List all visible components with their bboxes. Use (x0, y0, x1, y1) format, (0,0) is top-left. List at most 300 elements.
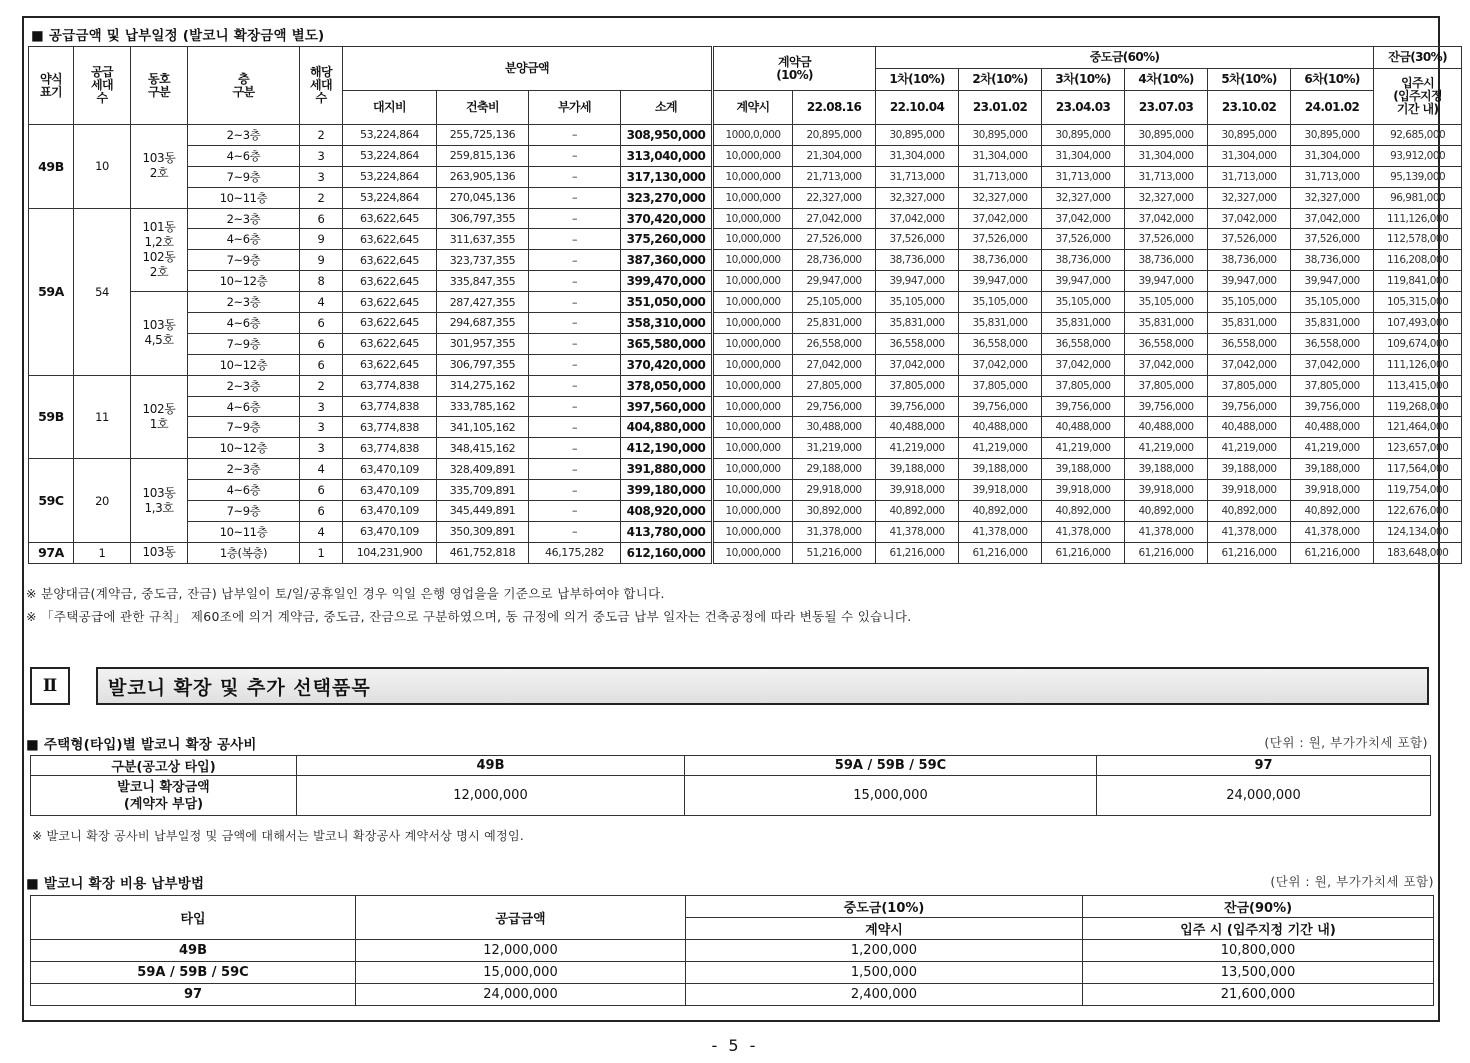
table-row (29, 187, 1462, 208)
building-cell: 314,275,162 (437, 375, 529, 396)
header-land: 대지비 (343, 91, 437, 125)
m1-cell: 31,713,000 (876, 166, 959, 187)
note-1: ※ 분양대금(계약금, 중도금, 잔금) 납부일이 토/일/공휴일인 경우 익일 은행 영업을을 기준으로 납부하여야 합니다. (26, 586, 665, 601)
building-cell: 328,409,891 (437, 459, 529, 480)
balcony-cost-type-49b: 49B (297, 756, 685, 776)
header-d3: 23.04.03 (1042, 91, 1125, 125)
pay-header-type: 타입 (31, 896, 356, 940)
m3-cell: 35,831,000 (1042, 313, 1125, 334)
vat-cell: – (529, 145, 621, 166)
m1-cell: 37,805,000 (876, 375, 959, 396)
table-row (29, 375, 1462, 396)
type-cell: 97A (29, 542, 74, 563)
m3-cell: 61,216,000 (1042, 542, 1125, 563)
table-row (29, 250, 1462, 271)
dong-cell: 102동 1호 (131, 375, 188, 459)
table-row (29, 396, 1462, 417)
vat-cell: – (529, 187, 621, 208)
contract-date-cell: 29,918,000 (793, 480, 876, 501)
m3-cell: 40,488,000 (1042, 417, 1125, 438)
building-cell: 294,687,355 (437, 313, 529, 334)
m3-cell: 39,188,000 (1042, 459, 1125, 480)
subtotal-cell: 413,780,000 (621, 521, 713, 542)
header-d1: 22.10.04 (876, 91, 959, 125)
balcony-cost-type-97: 97 (1097, 756, 1431, 776)
m6-cell: 39,756,000 (1291, 396, 1374, 417)
dong-cell: 103동 4,5호 (131, 292, 188, 376)
m1-cell: 30,895,000 (876, 125, 959, 146)
balcony-cost-row-label: 발코니 확장금액 (계약자 부담) (31, 776, 297, 816)
contract-date-cell: 28,736,000 (793, 250, 876, 271)
m3-cell: 32,327,000 (1042, 187, 1125, 208)
m4-cell: 39,947,000 (1125, 271, 1208, 292)
header-units: 해당 세대 수 (300, 47, 343, 125)
balance-cell: 105,315,000 (1374, 292, 1462, 313)
floor-cell: 10~11층 (188, 521, 300, 542)
units-cell: 9 (300, 250, 343, 271)
m5-cell: 40,892,000 (1208, 501, 1291, 522)
subtotal-cell: 313,040,000 (621, 145, 713, 166)
m1-cell: 35,105,000 (876, 292, 959, 313)
pay-bal-cell: 10,800,000 (1083, 940, 1434, 962)
m5-cell: 61,216,000 (1208, 542, 1291, 563)
type-cell: 59C (29, 459, 74, 543)
units-cell: 2 (300, 375, 343, 396)
land-cell: 63,622,645 (343, 313, 437, 334)
m1-cell: 40,488,000 (876, 417, 959, 438)
m4-cell: 37,042,000 (1125, 354, 1208, 375)
m3-cell: 30,895,000 (1042, 125, 1125, 146)
land-cell: 104,231,900 (343, 542, 437, 563)
m2-cell: 39,188,000 (959, 459, 1042, 480)
balance-cell: 111,126,000 (1374, 354, 1462, 375)
land-cell: 63,622,645 (343, 229, 437, 250)
units-cell: 6 (300, 333, 343, 354)
units-cell: 3 (300, 417, 343, 438)
section-title-supply: ■ 공급금액 및 납부일정 (발코니 확장금액 별도) (31, 28, 325, 44)
m3-cell: 37,042,000 (1042, 354, 1125, 375)
balcony-cost-title: ■ 주택형(타입)별 발코니 확장 공사비 (26, 737, 257, 753)
vat-cell: – (529, 480, 621, 501)
land-cell: 63,622,645 (343, 292, 437, 313)
type-cell: 59B (29, 375, 74, 459)
m2-cell: 39,756,000 (959, 396, 1042, 417)
pay-amount-cell: 15,000,000 (356, 962, 686, 984)
m2-cell: 30,895,000 (959, 125, 1042, 146)
contract-at-cell: 10,000,000 (713, 438, 793, 459)
balance-cell: 95,139,000 (1374, 166, 1462, 187)
m4-cell: 31,713,000 (1125, 166, 1208, 187)
m5-cell: 39,188,000 (1208, 459, 1291, 480)
building-cell: 335,847,355 (437, 271, 529, 292)
m4-cell: 39,188,000 (1125, 459, 1208, 480)
m4-cell: 39,918,000 (1125, 480, 1208, 501)
table-row (31, 962, 1434, 984)
pay-bal-cell: 21,600,000 (1083, 984, 1434, 1006)
subtotal-cell: 323,270,000 (621, 187, 713, 208)
type-cell: 49B (29, 125, 74, 209)
contract-date-cell: 27,042,000 (793, 208, 876, 229)
units-cell: 4 (300, 521, 343, 542)
header-sale-price: 분양금액 (343, 47, 713, 91)
m2-cell: 31,304,000 (959, 145, 1042, 166)
m5-cell: 39,947,000 (1208, 271, 1291, 292)
balcony-pay-title: ■ 발코니 확장 비용 납부방법 (26, 876, 205, 892)
floor-cell: 2~3층 (188, 125, 300, 146)
m3-cell: 35,105,000 (1042, 292, 1125, 313)
m4-cell: 37,805,000 (1125, 375, 1208, 396)
m6-cell: 40,892,000 (1291, 501, 1374, 522)
contract-at-cell: 10,000,000 (713, 292, 793, 313)
households-cell: 11 (74, 375, 131, 459)
pay-header-mid-sub: 계약시 (686, 918, 1083, 940)
subtotal-cell: 408,920,000 (621, 501, 713, 522)
m2-cell: 39,947,000 (959, 271, 1042, 292)
floor-cell: 10~12층 (188, 438, 300, 459)
m6-cell: 38,736,000 (1291, 250, 1374, 271)
building-cell: 348,415,162 (437, 438, 529, 459)
header-middle: 중도금(60%) (876, 47, 1374, 69)
subtotal-cell: 378,050,000 (621, 375, 713, 396)
balance-cell: 112,578,000 (1374, 229, 1462, 250)
m4-cell: 39,756,000 (1125, 396, 1208, 417)
balcony-cost-note: ※ 발코니 확장 공사비 납부일정 및 금액에 대해서는 발코니 확장공사 계약서상 명시 예정임. (32, 829, 524, 843)
pay-mid-cell: 2,400,000 (686, 984, 1083, 1006)
m6-cell: 37,042,000 (1291, 354, 1374, 375)
units-cell: 6 (300, 501, 343, 522)
table-row (29, 292, 1462, 313)
m6-cell: 30,895,000 (1291, 125, 1374, 146)
m6-cell: 40,488,000 (1291, 417, 1374, 438)
m1-cell: 38,736,000 (876, 250, 959, 271)
floor-cell: 10~11층 (188, 187, 300, 208)
subtotal-cell: 317,130,000 (621, 166, 713, 187)
subtotal-cell: 308,950,000 (621, 125, 713, 146)
floor-cell: 7~9층 (188, 166, 300, 187)
land-cell: 63,470,109 (343, 521, 437, 542)
balance-cell: 92,685,000 (1374, 125, 1462, 146)
floor-cell: 2~3층 (188, 459, 300, 480)
land-cell: 63,622,645 (343, 354, 437, 375)
vat-cell: – (529, 417, 621, 438)
units-cell: 2 (300, 187, 343, 208)
header-contract-date: 22.08.16 (793, 91, 876, 125)
vat-cell: – (529, 208, 621, 229)
table-row (29, 521, 1462, 542)
vat-cell: – (529, 375, 621, 396)
subtotal-cell: 370,420,000 (621, 354, 713, 375)
floor-cell: 7~9층 (188, 250, 300, 271)
building-cell: 345,449,891 (437, 501, 529, 522)
contract-date-cell: 22,327,000 (793, 187, 876, 208)
table-row (31, 984, 1434, 1006)
vat-cell: 46,175,282 (529, 542, 621, 563)
contract-at-cell: 10,000,000 (713, 396, 793, 417)
floor-cell: 4~6층 (188, 396, 300, 417)
header-d6: 24.01.02 (1291, 91, 1374, 125)
households-cell: 54 (74, 208, 131, 375)
m6-cell: 37,042,000 (1291, 208, 1374, 229)
subtotal-cell: 612,160,000 (621, 542, 713, 563)
header-type: 약식 표기 (29, 47, 74, 125)
balcony-pay-unit: (단위 : 원, 부가가치세 포함) (1270, 874, 1434, 889)
vat-cell: – (529, 459, 621, 480)
supply-price-table (28, 46, 1462, 564)
balance-cell: 183,648,000 (1374, 542, 1462, 563)
dong-cell: 101동 1,2호 102동 2호 (131, 208, 188, 292)
m6-cell: 39,918,000 (1291, 480, 1374, 501)
contract-at-cell: 10,000,000 (713, 542, 793, 563)
m3-cell: 40,892,000 (1042, 501, 1125, 522)
section-title-balcony: 발코니 확장 및 추가 선택품목 (96, 667, 1429, 705)
vat-cell: – (529, 271, 621, 292)
m1-cell: 35,831,000 (876, 313, 959, 334)
table-row (29, 271, 1462, 292)
building-cell: 311,637,355 (437, 229, 529, 250)
m5-cell: 32,327,000 (1208, 187, 1291, 208)
floor-cell: 4~6층 (188, 145, 300, 166)
balcony-cost-value-59: 15,000,000 (685, 776, 1097, 816)
contract-at-cell: 10,000,000 (713, 480, 793, 501)
pay-header-bal-sub: 입주 시 (입주지정 기간 내) (1083, 918, 1434, 940)
m6-cell: 36,558,000 (1291, 333, 1374, 354)
m3-cell: 31,713,000 (1042, 166, 1125, 187)
table-row (29, 417, 1462, 438)
units-cell: 9 (300, 229, 343, 250)
balance-cell: 124,134,000 (1374, 521, 1462, 542)
m2-cell: 31,713,000 (959, 166, 1042, 187)
vat-cell: – (529, 396, 621, 417)
header-floor: 층 구분 (188, 47, 300, 125)
m5-cell: 37,042,000 (1208, 208, 1291, 229)
subtotal-cell: 351,050,000 (621, 292, 713, 313)
subtotal-cell: 399,180,000 (621, 480, 713, 501)
balcony-pay-table (30, 895, 1434, 1006)
balance-cell: 109,674,000 (1374, 333, 1462, 354)
m2-cell: 40,488,000 (959, 417, 1042, 438)
contract-at-cell: 1000,0,000 (713, 125, 793, 146)
building-cell: 255,725,136 (437, 125, 529, 146)
balance-cell: 93,912,000 (1374, 145, 1462, 166)
m2-cell: 39,918,000 (959, 480, 1042, 501)
units-cell: 4 (300, 292, 343, 313)
m4-cell: 61,216,000 (1125, 542, 1208, 563)
floor-cell: 4~6층 (188, 480, 300, 501)
pay-type-cell: 49B (31, 940, 356, 962)
header-balance: 잔금(30%) (1374, 47, 1462, 69)
contract-at-cell: 10,000,000 (713, 250, 793, 271)
balance-cell: 116,208,000 (1374, 250, 1462, 271)
m5-cell: 38,736,000 (1208, 250, 1291, 271)
land-cell: 53,224,864 (343, 145, 437, 166)
building-cell: 350,309,891 (437, 521, 529, 542)
units-cell: 6 (300, 313, 343, 334)
table-row (29, 333, 1462, 354)
units-cell: 8 (300, 271, 343, 292)
table-row (29, 438, 1462, 459)
m2-cell: 37,526,000 (959, 229, 1042, 250)
building-cell: 287,427,355 (437, 292, 529, 313)
m2-cell: 35,105,000 (959, 292, 1042, 313)
units-cell: 6 (300, 208, 343, 229)
balance-cell: 119,268,000 (1374, 396, 1462, 417)
land-cell: 53,224,864 (343, 125, 437, 146)
m5-cell: 41,378,000 (1208, 521, 1291, 542)
m5-cell: 35,105,000 (1208, 292, 1291, 313)
m2-cell: 37,805,000 (959, 375, 1042, 396)
header-building: 건축비 (437, 91, 529, 125)
table-row (29, 480, 1462, 501)
pay-amount-cell: 24,000,000 (356, 984, 686, 1006)
contract-date-cell: 27,042,000 (793, 354, 876, 375)
header-dong: 동호 구분 (131, 47, 188, 125)
balcony-cost-header-label: 구분(공고상 타입) (31, 756, 297, 776)
m1-cell: 31,304,000 (876, 145, 959, 166)
m4-cell: 37,526,000 (1125, 229, 1208, 250)
m5-cell: 31,304,000 (1208, 145, 1291, 166)
balance-cell: 117,564,000 (1374, 459, 1462, 480)
households-cell: 1 (74, 542, 131, 563)
m1-cell: 37,042,000 (876, 208, 959, 229)
building-cell: 323,737,355 (437, 250, 529, 271)
header-subtotal: 소계 (621, 91, 713, 125)
land-cell: 63,470,109 (343, 501, 437, 522)
m4-cell: 41,378,000 (1125, 521, 1208, 542)
table-row (29, 229, 1462, 250)
balcony-cost-value-49b: 12,000,000 (297, 776, 685, 816)
m6-cell: 32,327,000 (1291, 187, 1374, 208)
contract-at-cell: 10,000,000 (713, 145, 793, 166)
header-balance-sub: 입주시 (입주지정 기간 내) (1374, 69, 1462, 125)
pay-header-bal: 잔금(90%) (1083, 896, 1434, 918)
m5-cell: 30,895,000 (1208, 125, 1291, 146)
contract-date-cell: 27,526,000 (793, 229, 876, 250)
header-vat: 부가세 (529, 91, 621, 125)
m6-cell: 41,378,000 (1291, 521, 1374, 542)
m4-cell: 35,831,000 (1125, 313, 1208, 334)
building-cell: 259,815,136 (437, 145, 529, 166)
balance-cell: 107,493,000 (1374, 313, 1462, 334)
floor-cell: 2~3층 (188, 208, 300, 229)
m1-cell: 61,216,000 (876, 542, 959, 563)
land-cell: 53,224,864 (343, 187, 437, 208)
header-m6: 6차(10%) (1291, 69, 1374, 91)
m2-cell: 32,327,000 (959, 187, 1042, 208)
m1-cell: 37,042,000 (876, 354, 959, 375)
balance-cell: 113,415,000 (1374, 375, 1462, 396)
type-cell: 59A (29, 208, 74, 375)
table-row (29, 354, 1462, 375)
contract-at-cell: 10,000,000 (713, 459, 793, 480)
m5-cell: 40,488,000 (1208, 417, 1291, 438)
page-number: - 5 - (711, 1036, 759, 1055)
land-cell: 63,774,838 (343, 417, 437, 438)
land-cell: 63,622,645 (343, 208, 437, 229)
building-cell: 306,797,355 (437, 354, 529, 375)
m5-cell: 39,756,000 (1208, 396, 1291, 417)
contract-date-cell: 31,378,000 (793, 521, 876, 542)
table-row (29, 542, 1462, 563)
subtotal-cell: 404,880,000 (621, 417, 713, 438)
land-cell: 63,622,645 (343, 250, 437, 271)
m6-cell: 31,713,000 (1291, 166, 1374, 187)
floor-cell: 4~6층 (188, 229, 300, 250)
m2-cell: 38,736,000 (959, 250, 1042, 271)
m3-cell: 38,736,000 (1042, 250, 1125, 271)
m3-cell: 31,304,000 (1042, 145, 1125, 166)
table-row (29, 145, 1462, 166)
pay-header-mid: 중도금(10%) (686, 896, 1083, 918)
m1-cell: 41,219,000 (876, 438, 959, 459)
m1-cell: 39,918,000 (876, 480, 959, 501)
contract-date-cell: 31,219,000 (793, 438, 876, 459)
m2-cell: 61,216,000 (959, 542, 1042, 563)
contract-at-cell: 10,000,000 (713, 208, 793, 229)
table-row (29, 125, 1462, 146)
m5-cell: 35,831,000 (1208, 313, 1291, 334)
units-cell: 3 (300, 166, 343, 187)
contract-date-cell: 30,892,000 (793, 501, 876, 522)
header-m1: 1차(10%) (876, 69, 959, 91)
m3-cell: 39,918,000 (1042, 480, 1125, 501)
m3-cell: 36,558,000 (1042, 333, 1125, 354)
contract-date-cell: 29,188,000 (793, 459, 876, 480)
m4-cell: 30,895,000 (1125, 125, 1208, 146)
balance-cell: 119,841,000 (1374, 271, 1462, 292)
m4-cell: 35,105,000 (1125, 292, 1208, 313)
header-contract: 계약금 (10%) (713, 47, 876, 91)
section-number: Ⅱ (30, 667, 70, 705)
floor-cell: 1층(복층) (188, 542, 300, 563)
contract-at-cell: 10,000,000 (713, 313, 793, 334)
building-cell: 335,709,891 (437, 480, 529, 501)
subtotal-cell: 375,260,000 (621, 229, 713, 250)
subtotal-cell: 387,360,000 (621, 250, 713, 271)
pay-header-amount: 공급금액 (356, 896, 686, 940)
units-cell: 1 (300, 542, 343, 563)
m4-cell: 37,042,000 (1125, 208, 1208, 229)
header-contract-at: 계약시 (713, 91, 793, 125)
m3-cell: 41,378,000 (1042, 521, 1125, 542)
contract-date-cell: 30,488,000 (793, 417, 876, 438)
units-cell: 3 (300, 438, 343, 459)
units-cell: 6 (300, 354, 343, 375)
units-cell: 2 (300, 125, 343, 146)
building-cell: 263,905,136 (437, 166, 529, 187)
pay-amount-cell: 12,000,000 (356, 940, 686, 962)
m1-cell: 40,892,000 (876, 501, 959, 522)
floor-cell: 4~6층 (188, 313, 300, 334)
m2-cell: 41,219,000 (959, 438, 1042, 459)
vat-cell: – (529, 521, 621, 542)
contract-date-cell: 25,105,000 (793, 292, 876, 313)
subtotal-cell: 397,560,000 (621, 396, 713, 417)
m3-cell: 39,947,000 (1042, 271, 1125, 292)
m2-cell: 37,042,000 (959, 208, 1042, 229)
contract-date-cell: 29,756,000 (793, 396, 876, 417)
m3-cell: 37,526,000 (1042, 229, 1125, 250)
units-cell: 6 (300, 480, 343, 501)
m1-cell: 36,558,000 (876, 333, 959, 354)
contract-at-cell: 10,000,000 (713, 271, 793, 292)
land-cell: 63,774,838 (343, 438, 437, 459)
m2-cell: 37,042,000 (959, 354, 1042, 375)
balance-cell: 123,657,000 (1374, 438, 1462, 459)
building-cell: 306,797,355 (437, 208, 529, 229)
header-d2: 23.01.02 (959, 91, 1042, 125)
land-cell: 63,622,645 (343, 271, 437, 292)
table-row (29, 459, 1462, 480)
